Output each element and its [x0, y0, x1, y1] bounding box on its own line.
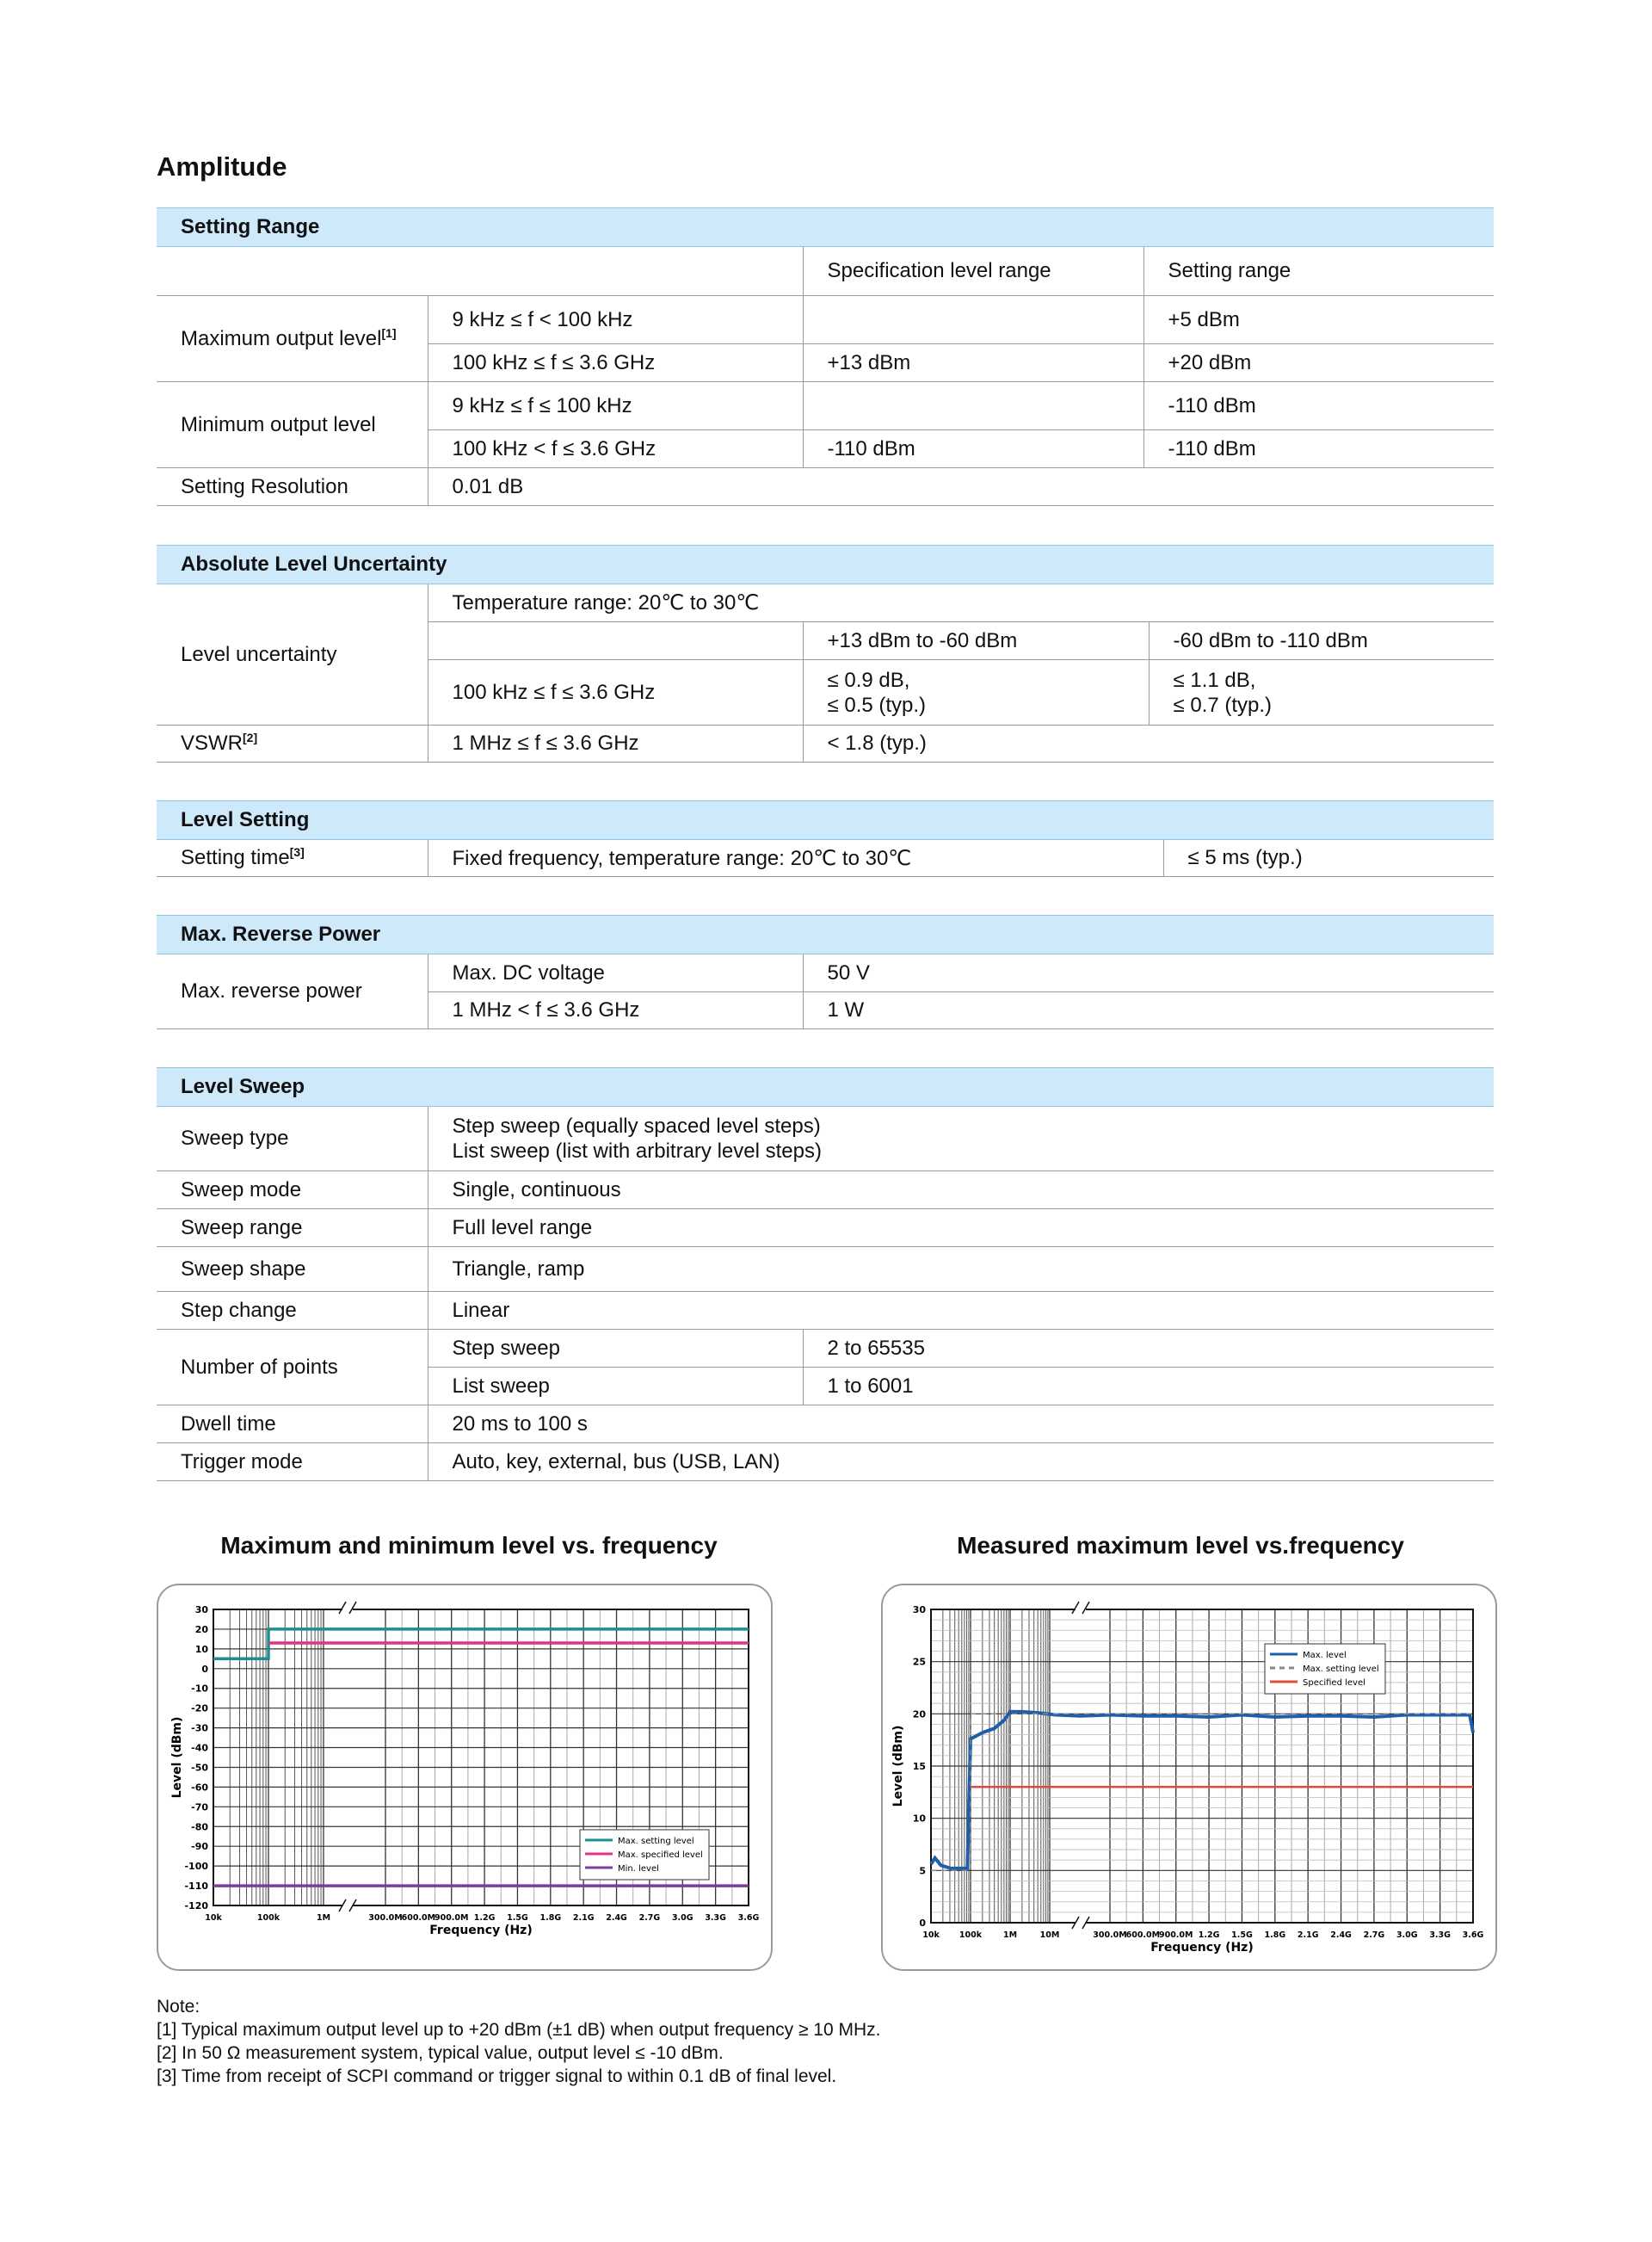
row-label: Sweep range: [157, 1209, 428, 1247]
x-tick-label: 300.0M: [1093, 1930, 1127, 1940]
y-tick-label: 30: [194, 1604, 208, 1615]
y-axis-title: Level (dBm): [891, 1725, 905, 1807]
section-header: Level Setting: [157, 801, 1494, 840]
y-tick-label: -120: [184, 1900, 208, 1912]
x-tick-label: 3.3G: [1429, 1930, 1451, 1940]
x-tick-label: 2.1G: [1297, 1930, 1319, 1940]
x-tick-label: 3.0G: [1396, 1930, 1418, 1940]
row-label: Setting Resolution: [157, 468, 428, 506]
y-tick-label: 20: [912, 1708, 926, 1720]
section-header: Level Sweep: [157, 1068, 1494, 1107]
x-axis-title: Frequency (Hz): [429, 1924, 533, 1937]
table-cell: [803, 382, 1143, 430]
table-cell: ≤ 0.9 dB, ≤ 0.5 (typ.): [803, 660, 1149, 726]
table-cell: Auto, key, external, bus (USB, LAN): [428, 1443, 1494, 1481]
note-line: [3] Time from receipt of SCPI command or trigger signal to within 0.1 dB of final level.: [157, 2066, 837, 2086]
table-cell: ≤ 5 ms (typ.): [1163, 840, 1494, 877]
y-tick-label: -30: [191, 1722, 208, 1734]
y-tick-label: -20: [191, 1702, 208, 1714]
table-cell: Temperature range: 20℃ to 30℃: [428, 584, 1494, 622]
x-tick-label: 3.6G: [1462, 1930, 1484, 1940]
section-header: Absolute Level Uncertainty: [157, 546, 1494, 584]
table-cell: +20 dBm: [1143, 344, 1494, 382]
legend-label: Max. setting level: [1303, 1665, 1379, 1674]
x-axis-title: Frequency (Hz): [1150, 1941, 1254, 1955]
y-tick-label: -110: [184, 1881, 208, 1893]
setting-range-table: [157, 207, 1494, 506]
x-tick-label: 2.7G: [638, 1913, 661, 1923]
table-cell: +13 dBm: [803, 344, 1143, 382]
table-cell: -110 dBm: [1143, 382, 1494, 430]
x-tick-label: 100k: [256, 1913, 280, 1923]
level-sweep-table: [157, 1067, 1494, 1481]
column-header: Setting range: [1143, 247, 1494, 296]
x-tick-label: 1.2G: [473, 1913, 496, 1923]
row-label: Sweep shape: [157, 1247, 428, 1292]
x-tick-label: 3.6G: [737, 1913, 760, 1923]
x-tick-label: 1.5G: [507, 1913, 528, 1923]
table-cell: Triangle, ramp: [428, 1247, 1494, 1292]
y-axis-title: Level (dBm): [170, 1716, 184, 1799]
x-tick-label: 1M: [1002, 1930, 1018, 1940]
table-cell: Step sweep: [428, 1330, 803, 1368]
y-tick-label: 25: [912, 1656, 926, 1668]
y-tick-label: -70: [191, 1801, 208, 1813]
table-cell: Full level range: [428, 1209, 1494, 1247]
note-line: [1] Typical maximum output level up to +20 dBm (±1 dB) when output frequency ≥ 10 MHz.: [157, 2020, 881, 2040]
page-title: Amplitude: [157, 151, 287, 182]
table-cell: 1 MHz < f ≤ 3.6 GHz: [428, 992, 803, 1029]
legend-label: Max. setting level: [618, 1837, 694, 1846]
chart-max-min-level: [157, 1584, 773, 1971]
row-label: Minimum output level: [157, 382, 428, 468]
table-cell: Linear: [428, 1292, 1494, 1330]
x-tick-label: 900.0M: [434, 1913, 469, 1923]
legend-label: Min. level: [618, 1864, 659, 1874]
table-cell: Max. DC voltage: [428, 954, 803, 992]
x-tick-label: 2.7G: [1363, 1930, 1385, 1940]
x-tick-label: 1M: [316, 1913, 331, 1923]
row-label: Sweep type: [157, 1107, 428, 1171]
x-tick-label: 600.0M: [401, 1913, 436, 1923]
chart-measured-max-level: [881, 1584, 1497, 1971]
legend-label: Specified level: [1303, 1678, 1365, 1688]
table-cell: 1 W: [803, 992, 1494, 1029]
table-cell: -110 dBm: [1143, 430, 1494, 468]
table-cell: 0.01 dB: [428, 468, 1494, 506]
y-tick-label: 30: [912, 1604, 926, 1615]
x-tick-label: 300.0M: [368, 1913, 403, 1923]
x-tick-label: 2.4G: [1330, 1930, 1352, 1940]
table-cell: < 1.8 (typ.): [803, 726, 1494, 763]
table-cell: List sweep: [428, 1368, 803, 1405]
row-label: Level uncertainty: [157, 584, 428, 726]
x-tick-label: 1.8G: [1264, 1930, 1286, 1940]
y-tick-label: 15: [912, 1761, 926, 1772]
chart-canvas: [158, 1585, 771, 1969]
x-tick-label: 100k: [959, 1930, 983, 1940]
table-cell: Fixed frequency, temperature range: 20℃ to 30℃: [428, 840, 1163, 877]
table-cell: Single, continuous: [428, 1171, 1494, 1209]
y-tick-label: -50: [191, 1762, 208, 1774]
table-cell: 2 to 65535: [803, 1330, 1494, 1368]
y-tick-label: 5: [919, 1865, 926, 1877]
series-line: [931, 1714, 1473, 1870]
x-tick-label: 3.0G: [671, 1913, 693, 1923]
x-tick-label: 10M: [1039, 1930, 1060, 1940]
y-tick-label: -90: [191, 1841, 208, 1853]
row-label: Step change: [157, 1292, 428, 1330]
x-tick-label: 600.0M: [1125, 1930, 1161, 1940]
table-cell: [803, 296, 1143, 344]
table-cell: 100 kHz < f ≤ 3.6 GHz: [428, 430, 803, 468]
y-tick-label: -10: [191, 1683, 208, 1695]
y-tick-label: 20: [194, 1623, 208, 1635]
column-header: -60 dBm to -110 dBm: [1149, 622, 1494, 660]
y-tick-label: 10: [912, 1813, 926, 1825]
x-tick-label: 2.1G: [572, 1913, 595, 1923]
table-cell: 100 kHz ≤ f ≤ 3.6 GHz: [428, 660, 803, 726]
row-label: Dwell time: [157, 1405, 428, 1443]
x-tick-label: 3.3G: [705, 1913, 726, 1923]
table-cell: Step sweep (equally spaced level steps) List sweep (list with arbitrary level steps): [428, 1107, 1494, 1171]
table-cell: 50 V: [803, 954, 1494, 992]
y-tick-label: -100: [184, 1861, 208, 1873]
x-tick-label: 2.4G: [606, 1913, 627, 1923]
column-header: +13 dBm to -60 dBm: [803, 622, 1149, 660]
row-label: Sweep mode: [157, 1171, 428, 1209]
table-cell: 100 kHz ≤ f ≤ 3.6 GHz: [428, 344, 803, 382]
section-header: Max. Reverse Power: [157, 916, 1494, 954]
table-cell: ≤ 1.1 dB, ≤ 0.7 (typ.): [1149, 660, 1494, 726]
y-tick-label: 0: [919, 1918, 926, 1929]
table-cell: 1 to 6001: [803, 1368, 1494, 1405]
row-label: VSWR[2]: [157, 726, 428, 763]
table-cell: 1 MHz ≤ f ≤ 3.6 GHz: [428, 726, 803, 763]
y-tick-label: -80: [191, 1821, 208, 1833]
row-label: Max. reverse power: [157, 954, 428, 1029]
y-tick-label: -60: [191, 1782, 208, 1794]
y-tick-label: -40: [191, 1742, 208, 1754]
chart-canvas: [883, 1585, 1495, 1969]
level-setting-table: [157, 800, 1494, 877]
note-line: Note:: [157, 1997, 200, 2017]
y-tick-label: 10: [194, 1643, 208, 1655]
table-cell: 9 kHz ≤ f < 100 kHz: [428, 296, 803, 344]
legend-label: Max. level: [1303, 1651, 1347, 1660]
table-cell: 9 kHz ≤ f ≤ 100 kHz: [428, 382, 803, 430]
legend-label: Max. specified level: [618, 1850, 703, 1860]
chart-title: Maximum and minimum level vs. frequency: [220, 1532, 718, 1559]
table-cell: 20 ms to 100 s: [428, 1405, 1494, 1443]
x-tick-label: 1.8G: [539, 1913, 562, 1923]
x-tick-label: 1.5G: [1231, 1930, 1253, 1940]
x-tick-label: 10k: [205, 1913, 222, 1923]
y-tick-label: 0: [201, 1663, 208, 1675]
x-tick-label: 1.2G: [1198, 1930, 1220, 1940]
row-label: Number of points: [157, 1330, 428, 1405]
chart-title: Measured maximum level vs.frequency: [957, 1532, 1404, 1559]
column-header: Specification level range: [803, 247, 1143, 296]
series-line: [931, 1712, 1473, 1868]
table-cell: +5 dBm: [1143, 296, 1494, 344]
x-tick-label: 900.0M: [1158, 1930, 1193, 1940]
section-header: Setting Range: [157, 208, 1494, 247]
absolute-uncertainty-table: [157, 545, 1494, 763]
note-line: [2] In 50 Ω measurement system, typical value, output level ≤ -10 dBm.: [157, 2043, 724, 2063]
row-label: Trigger mode: [157, 1443, 428, 1481]
x-tick-label: 10k: [922, 1930, 940, 1940]
table-cell: -110 dBm: [803, 430, 1143, 468]
row-label: Maximum output level[1]: [157, 296, 428, 382]
reverse-power-table: [157, 915, 1494, 1029]
row-label: Setting time[3]: [157, 840, 428, 877]
notes: [157, 1995, 881, 2088]
